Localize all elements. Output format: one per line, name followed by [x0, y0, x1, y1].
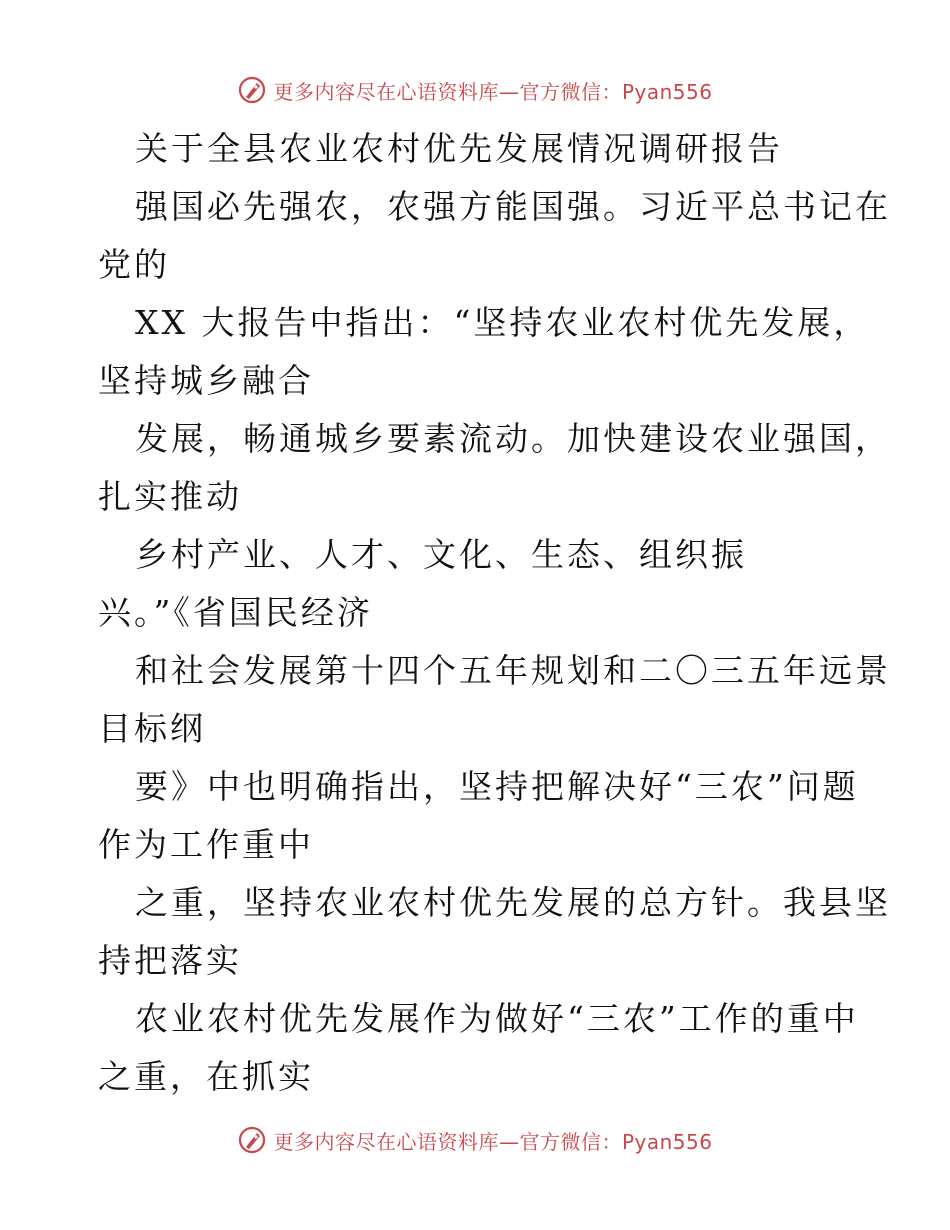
header-watermark [0, 70, 950, 110]
footer-watermark [0, 1120, 950, 1160]
text-line: 作为工作重中 [98, 825, 314, 864]
text-line: 发展，畅通城乡要素流动。加快建设农业强国， [135, 419, 891, 458]
document-body [98, 120, 891, 1106]
pen-nib-logo-icon [237, 75, 267, 105]
text-line: 扎实推动 [98, 477, 242, 516]
watermark-text: 更多内容尽在心语资料库—官方微信：Pyan556 [273, 1129, 713, 1154]
text-line: 之重，坚持农业农村优先发展的总方针。我县坚 [135, 883, 891, 922]
text-line: 和社会发展第十四个五年规划和二〇三五年远景 [135, 651, 891, 690]
text-line: 目标纲 [98, 709, 206, 748]
text-line: 农业农村优先发展作为做好“三农”工作的重中 [135, 999, 859, 1038]
pen-nib-logo-icon [237, 1125, 267, 1155]
text-line: 持把落实 [98, 941, 242, 980]
text-line: 乡村产业、人才、文化、生态、组织振 [135, 535, 747, 574]
document-title: 关于全县农业农村优先发展情况调研报告 [135, 129, 783, 168]
text-line: 强国必先强农，农强方能国强。习近平总书记在 [135, 187, 891, 226]
watermark-text: 更多内容尽在心语资料库—官方微信：Pyan556 [273, 79, 713, 104]
text-line: XX 大报告中指出：“坚持农业农村优先发展， [135, 303, 870, 342]
text-line: 兴。”《省国民经济 [98, 593, 373, 632]
text-line: 坚持城乡融合 [98, 361, 314, 400]
text-line: 要》中也明确指出，坚持把解决好“三农”问题 [135, 767, 859, 806]
text-line: 之重，在抓实 [98, 1057, 314, 1096]
text-line: 党的 [98, 245, 170, 284]
